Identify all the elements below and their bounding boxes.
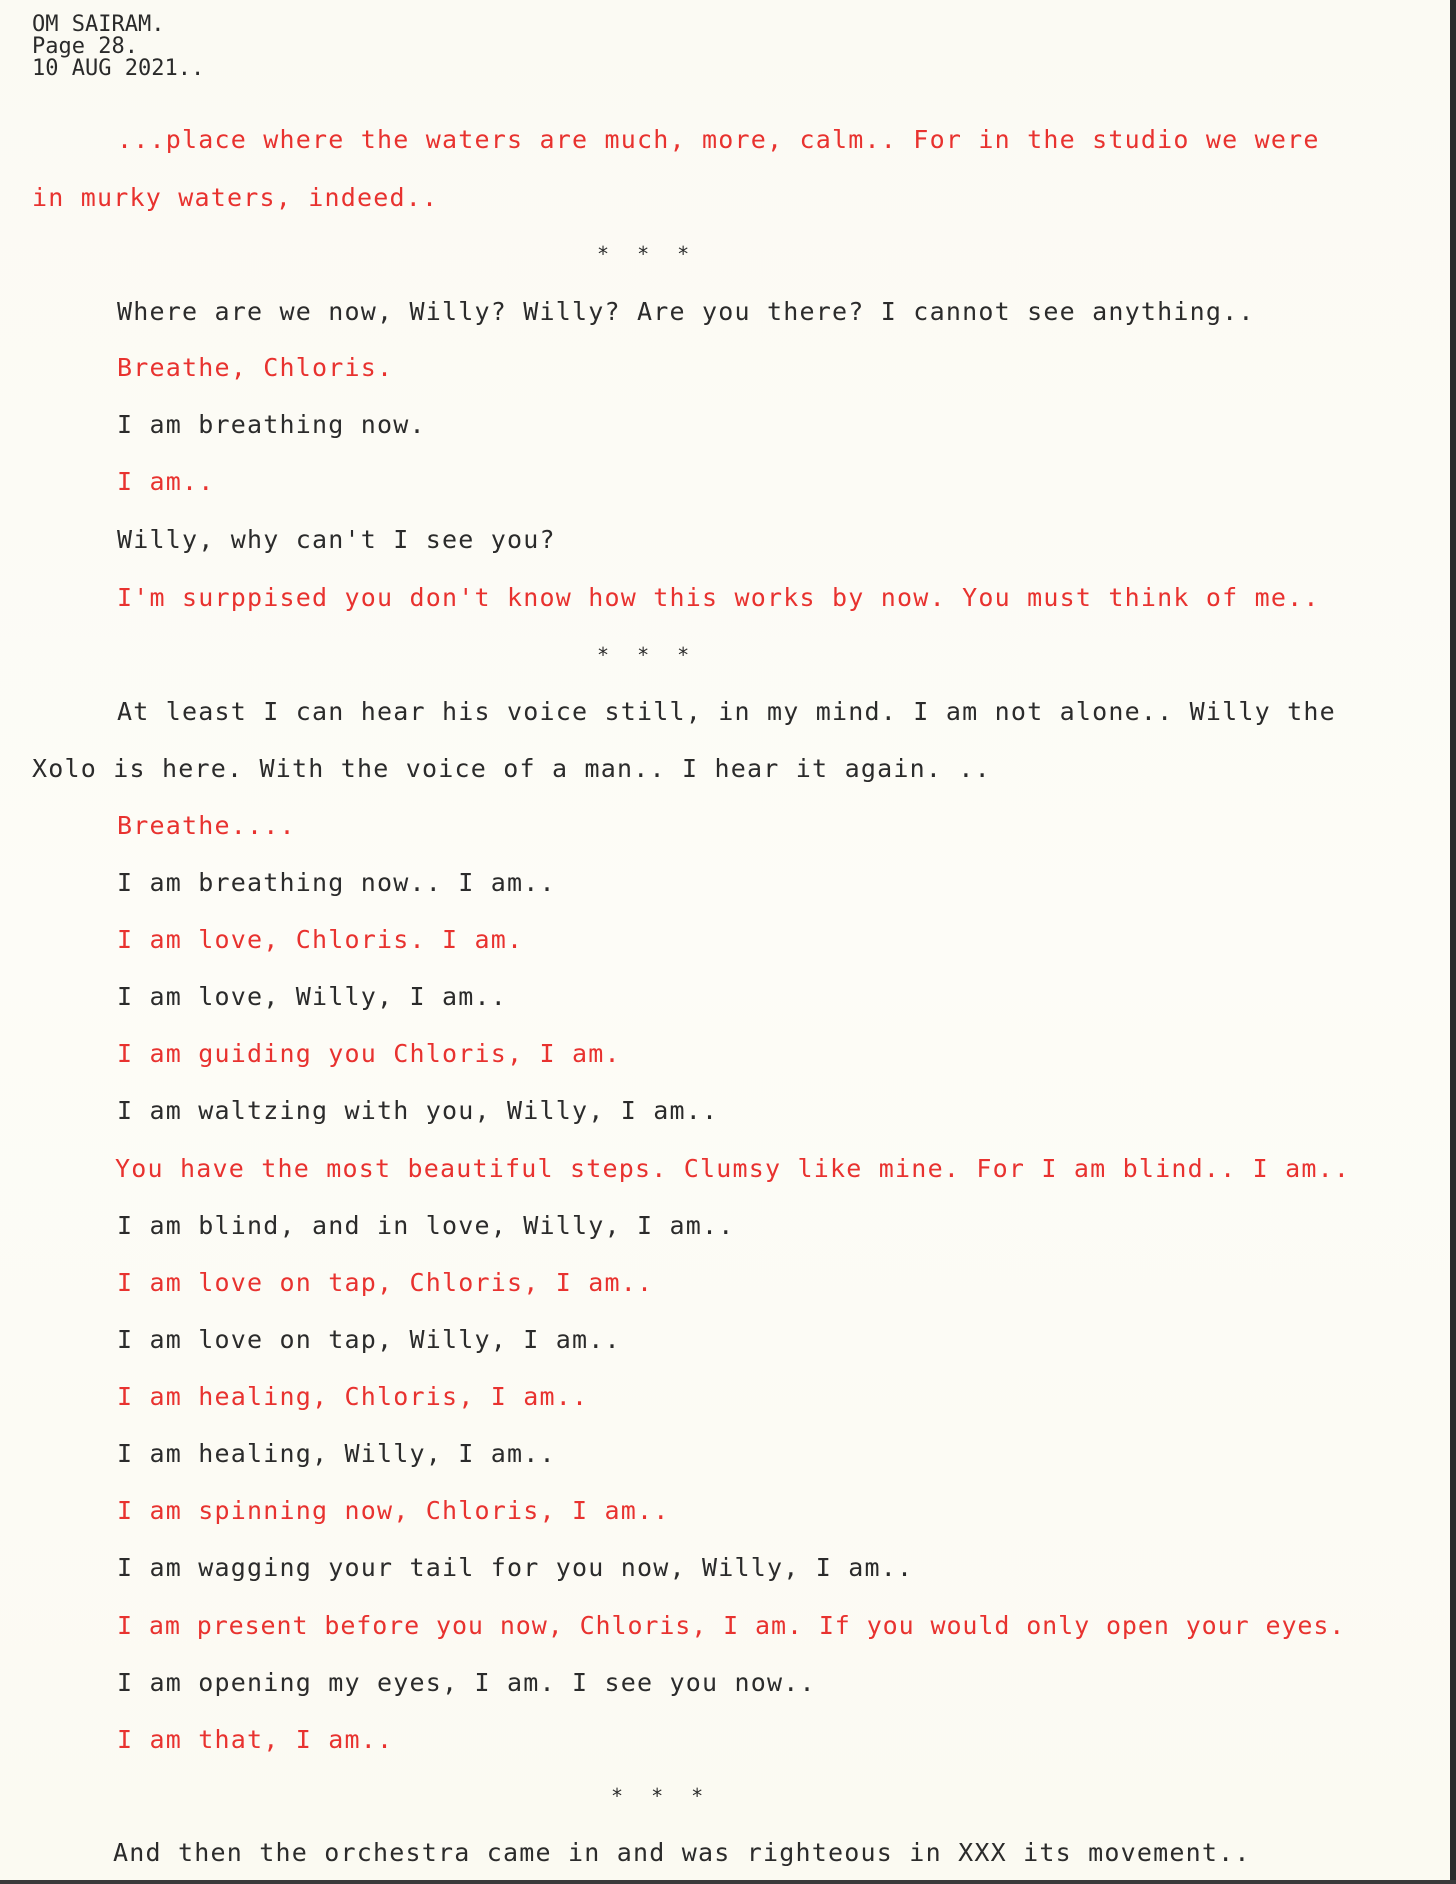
dialogue-line-9: I am breathing now.. I am..	[117, 868, 556, 897]
section-separator-1: * * *	[597, 242, 698, 266]
dialogue-line-11: I am love, Willy, I am..	[117, 982, 508, 1011]
paragraph-1-line-1: ...place where the waters are much, more, calm.. For in the studio we were	[117, 125, 1320, 154]
dialogue-line-4: I am..	[117, 467, 215, 496]
dialogue-line-13: I am waltzing with you, Willy, I am..	[117, 1096, 719, 1125]
dialogue-line-23: I am opening my eyes, I am. I see you now..	[117, 1668, 816, 1697]
dialogue-line-19: I am healing, Willy, I am..	[117, 1439, 556, 1468]
header-page-number: Page 28.	[32, 34, 138, 59]
dialogue-line-16: I am love on tap, Chloris, I am..	[117, 1268, 654, 1297]
header-date: 10 AUG 2021..	[32, 56, 205, 81]
page-edge-right	[1450, 0, 1456, 1884]
page-header	[32, 14, 204, 80]
narration-line-1: At least I can hear his voice still, in my mind. I am not alone.. Willy the	[117, 697, 1336, 726]
section-separator-2: * * *	[597, 643, 698, 667]
dialogue-line-6: I'm surppised you don't know how this works by now. You must think of me..	[117, 583, 1320, 612]
dialogue-line-21: I am wagging your tail for you now, Willy, I am..	[117, 1553, 914, 1582]
dialogue-line-18: I am healing, Chloris, I am..	[117, 1382, 589, 1411]
dialogue-line-15: I am blind, and in love, Willy, I am..	[117, 1211, 735, 1240]
page-edge-bottom	[0, 1880, 1456, 1884]
dialogue-line-22: I am present before you now, Chloris, I am. If you would only open your eyes.	[117, 1611, 1346, 1640]
narration-line-2: Xolo is here. With the voice of a man.. I hear it again. ..	[32, 754, 991, 783]
dialogue-line-17: I am love on tap, Willy, I am..	[117, 1325, 621, 1354]
dialogue-line-1: Where are we now, Willy? Willy? Are you there? I cannot see anything..	[117, 297, 1255, 326]
dialogue-line-10: I am love, Chloris. I am.	[117, 925, 524, 954]
dialogue-line-5: Willy, why can't I see you?	[117, 525, 556, 554]
dialogue-line-3: I am breathing now.	[117, 410, 426, 439]
dialogue-line-20: I am spinning now, Chloris, I am..	[117, 1496, 670, 1525]
header-title: OM SAIRAM.	[32, 12, 165, 37]
paragraph-1-line-2: in murky waters, indeed..	[32, 183, 439, 212]
closing-line: And then the orchestra came in and was righteous in XXX its movement..	[113, 1838, 1251, 1867]
dialogue-line-12: I am guiding you Chloris, I am.	[117, 1039, 621, 1068]
dialogue-line-24: I am that, I am..	[117, 1725, 394, 1754]
section-separator-3: * * *	[611, 1784, 712, 1808]
dialogue-line-14: You have the most beautiful steps. Clumsy like mine. For I am blind.. I am..	[115, 1154, 1351, 1183]
dialogue-line-8: Breathe....	[117, 811, 296, 840]
dialogue-line-2: Breathe, Chloris.	[117, 353, 394, 382]
